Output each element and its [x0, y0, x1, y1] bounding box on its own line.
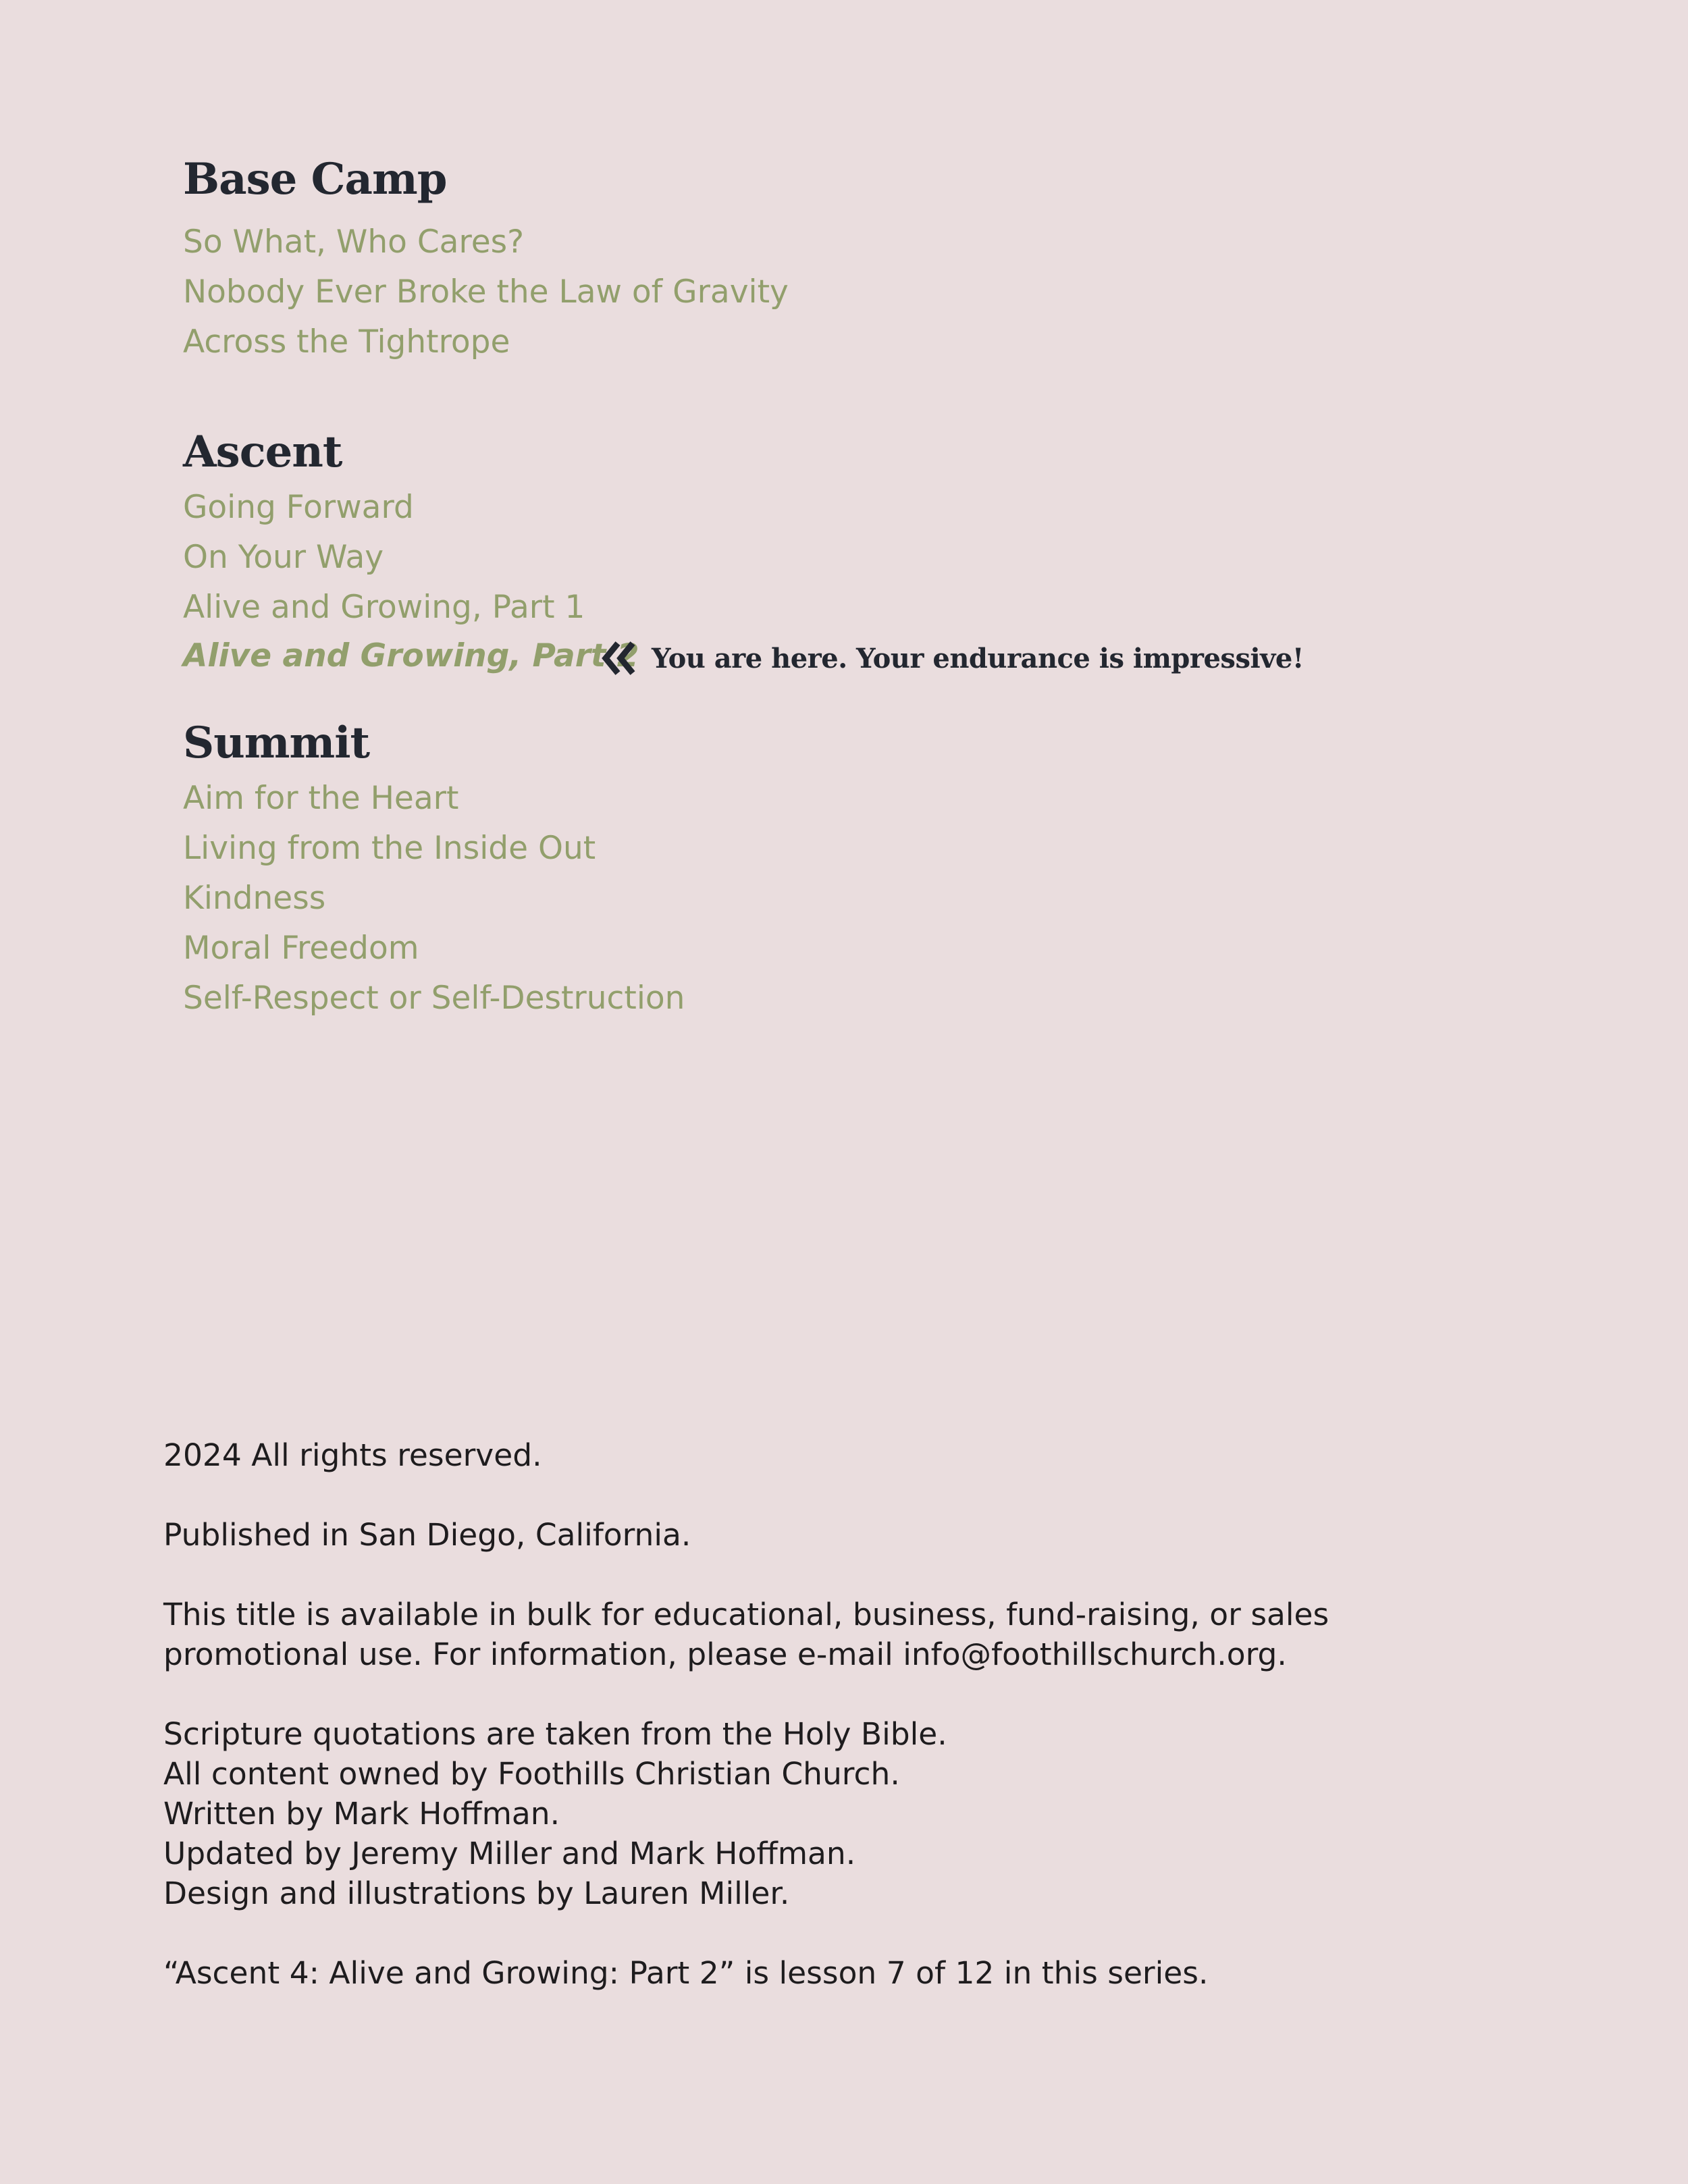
- section-heading-ascent: Ascent: [183, 427, 342, 477]
- ownership-credit: All content owned by Foothills Christian Church.: [163, 1756, 900, 1792]
- lesson-item: Living from the Inside Out: [183, 830, 596, 867]
- author-credit: Written by Mark Hoffman.: [163, 1796, 560, 1832]
- rights-text: 2024 All rights reserved.: [163, 1437, 542, 1473]
- section-heading-base-camp: Base Camp: [183, 154, 447, 205]
- you-are-here-text: You are here. Your endurance is impressive!: [652, 642, 1304, 674]
- lesson-note-text: “Ascent 4: Alive and Growing: Part 2” is lesson 7 of 12 in this series.: [163, 1955, 1209, 1991]
- update-credit: Updated by Jeremy Miller and Mark Hoffman.: [163, 1836, 856, 1871]
- publication-place: [163, 1515, 1581, 1555]
- lesson-item: On Your Way: [183, 539, 384, 576]
- colophon: [163, 1435, 1581, 2033]
- lesson-item: Self-Respect or Self-Destruction: [183, 980, 685, 1017]
- lesson-item: Going Forward: [183, 489, 414, 526]
- section-heading-summit: Summit: [183, 718, 370, 768]
- lesson-item: Aim for the Heart: [183, 780, 459, 817]
- lesson-item: Moral Freedom: [183, 930, 419, 967]
- published-text: Published in San Diego, California.: [163, 1517, 691, 1553]
- bulk-text-line: promotional use. For information, please e-mail info@foothillschurch.org.: [163, 1636, 1287, 1672]
- lesson-item-current: Alive and Growing, Part 2: [183, 637, 639, 674]
- lesson-item: Across the Tightrope: [183, 323, 510, 361]
- design-credit: Design and illustrations by Lauren Miller.: [163, 1875, 790, 1911]
- credits: [163, 1714, 1581, 1913]
- rights-statement: [163, 1435, 1581, 1475]
- you-are-here-marker: [602, 639, 1304, 677]
- lesson-item: Nobody Ever Broke the Law of Gravity: [183, 273, 789, 311]
- scripture-credit: Scripture quotations are taken from the Holy Bible.: [163, 1716, 947, 1752]
- bulk-availability: [163, 1595, 1581, 1674]
- lesson-item: Kindness: [183, 880, 326, 917]
- double-chevron-left-icon: [602, 639, 637, 677]
- lesson-item: So What, Who Cares?: [183, 223, 525, 261]
- lesson-note: [163, 1953, 1581, 1993]
- bulk-text-line: This title is available in bulk for educational, business, fund-raising, or sales: [163, 1597, 1329, 1632]
- lesson-item: Alive and Growing, Part 1: [183, 589, 585, 626]
